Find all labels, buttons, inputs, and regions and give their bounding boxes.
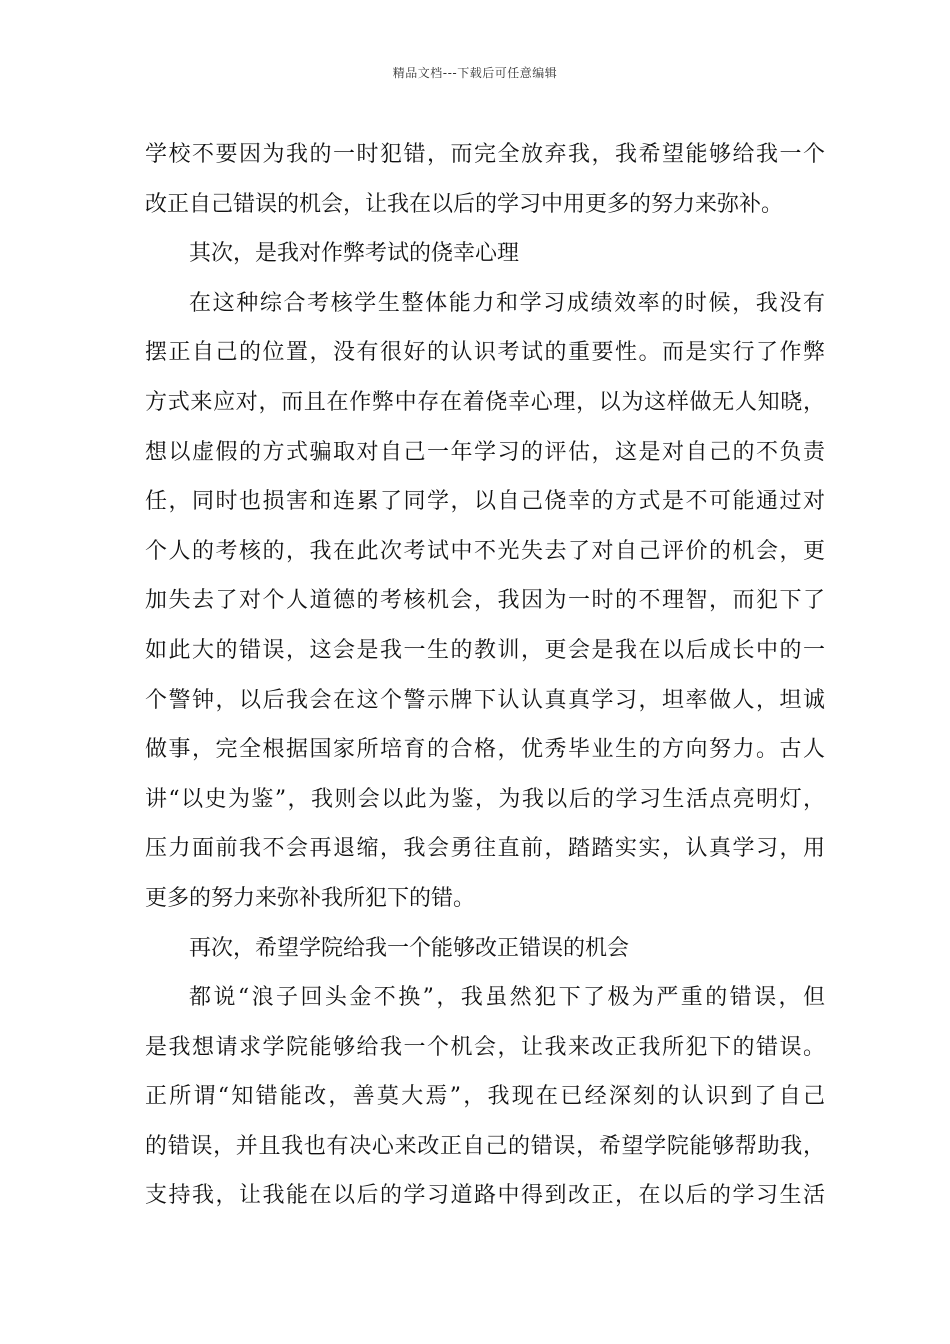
section-heading: 再次，希望学院给我一个能够改正错误的机会 xyxy=(189,935,630,961)
text-line: 任，同时也损害和连累了同学，以自己侥幸的方式是不可能通过对 xyxy=(145,489,825,515)
text-line: 正所谓“知错能改，善莫大焉”，我现在已经深刻的认识到了自己 xyxy=(145,1084,825,1110)
text-line: 加失去了对个人道德的考核机会，我因为一时的不理智，而犯下了 xyxy=(145,588,825,614)
text-line: 的错误，并且我也有决心来改正自己的错误，希望学院能够帮助我， xyxy=(145,1133,825,1159)
text-line: 学校不要因为我的一时犯错，而完全放弃我，我希望能够给我一个 xyxy=(145,142,825,167)
text-line: 更多的努力来弥补我所犯下的错。 xyxy=(145,885,476,911)
text-line: 做事，完全根据国家所培育的合格，优秀毕业生的方向努力。古人 xyxy=(145,737,825,763)
text-line: 都说“浪子回头金不换”，我虽然犯下了极为严重的错误，但 xyxy=(189,985,825,1011)
text-line: 个警钟，以后我会在这个警示牌下认认真真学习，坦率做人，坦诚 xyxy=(145,687,825,713)
text-line: 压力面前我不会再退缩，我会勇往直前，踏踏实实，认真学习，用 xyxy=(145,836,825,862)
text-line: 个人的考核的，我在此次考试中不光失去了对自己评价的机会，更 xyxy=(145,538,825,564)
text-line: 改正自己错误的机会，让我在以后的学习中用更多的努力来弥补。 xyxy=(145,191,784,217)
page-header: 精品文档---下载后可任意编辑 xyxy=(392,66,558,80)
text-line: 方式来应对，而且在作弊中存在着侥幸心理，以为这样做无人知晓， xyxy=(145,389,825,415)
text-line: 在这种综合考核学生整体能力和学习成绩效率的时候，我没有 xyxy=(189,290,825,316)
text-line: 讲“以史为鉴”，我则会以此为鉴，为我以后的学习生活点亮明灯， xyxy=(145,786,825,812)
text-line: 支持我，让我能在以后的学习道路中得到改正，在以后的学习生活 xyxy=(145,1183,825,1209)
text-line: 想以虚假的方式骗取对自己一年学习的评估，这是对自己的不负责 xyxy=(145,439,825,465)
text-line: 是我想请求学院能够给我一个机会，让我来改正我所犯下的错误。 xyxy=(145,1034,825,1060)
text-line: 如此大的错误，这会是我一生的教训，更会是我在以后成长中的一 xyxy=(145,637,825,663)
text-line: 摆正自己的位置，没有很好的认识考试的重要性。而是实行了作弊 xyxy=(145,340,825,366)
section-heading: 其次，是我对作弊考试的侥幸心理 xyxy=(189,241,520,267)
document-body xyxy=(145,130,825,1221)
